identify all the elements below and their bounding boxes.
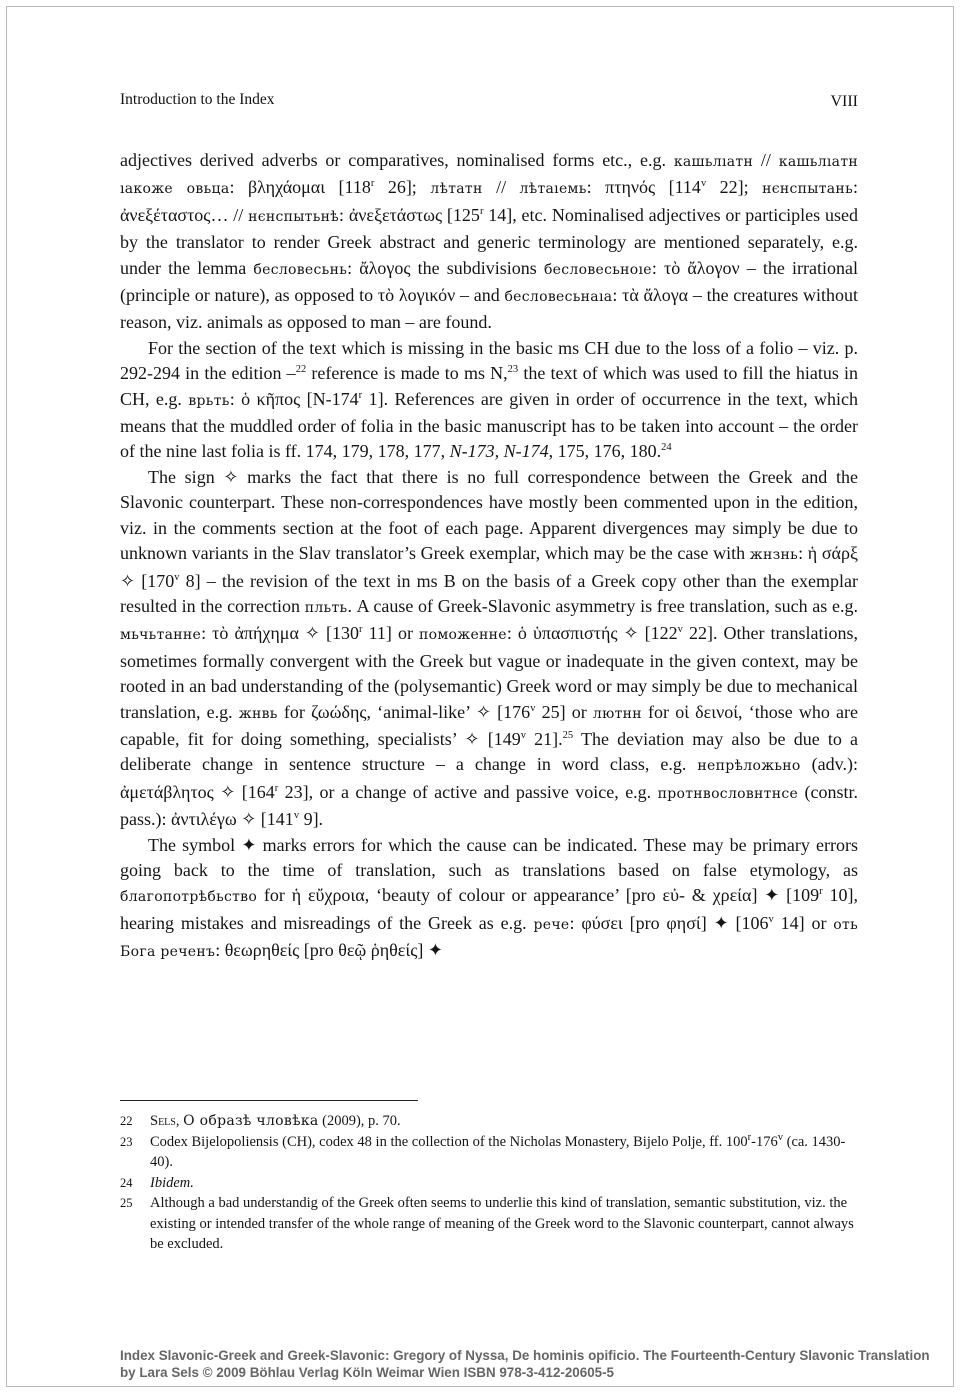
body-text	[120, 148, 858, 966]
page-footer	[120, 1348, 940, 1381]
footnotes	[120, 1111, 858, 1255]
footnote-number: 24	[120, 1175, 133, 1190]
footer-line-2: by Lara Sels © 2009 Böhlau Verlag Köln Weimar Wien ISBN 978-3-412-20605-5	[120, 1364, 615, 1380]
footnote-number: 22	[120, 1114, 133, 1128]
footnote-number: 25	[120, 1196, 133, 1210]
footnote-number: 23	[120, 1134, 133, 1149]
footnote-text: Sels, О образѣ чловѣка (2009), p. 70.	[150, 1113, 401, 1129]
page-number: VIII	[830, 93, 858, 110]
footer-line-1: Index Slavonic-Greek and Greek-Slavonic: Gregory of Nyssa, De hominis opificio. The Fourteenth-Century Slavonic Translation	[120, 1348, 930, 1363]
header-title: Introduction to the Index	[120, 91, 275, 108]
footnote	[120, 1111, 858, 1132]
footnote-text: Ibidem.	[150, 1174, 194, 1191]
paragraph-2: For the section of the text which is missing in the basic ms CH due to the loss of a folio – viz. p. 292-294 in the edition –$^{22}$ reference is made to ms N,$^{23}$ the text of which was used to fill the hiatus in CH, e.g. врьть: ὁ κῆπος [N-174$^r$ 1]. References are given in order of occurrence in the text, which means that the muddled order of folia in the basic manuscript has to be taken into account – the order of the nine last folia is ff. 174, 179, 178, 177, N-173, N-174, 175, 176, 180.24	[120, 337, 859, 462]
page	[6, 6, 954, 1387]
footnote-text: Codex Bijelopoliensis (CH), codex 48 in the collection of the Nicholas Monastery, Bijelo Polje, ff. 100$^r$-176$^v$ (ca. 1430-40).	[150, 1131, 846, 1170]
paragraph-1: adjectives derived adverbs or comparatives, nominalised forms etc., e.g. кашьлıатн // кашьлıатн ıакоже овьца: βληχάομαι [118$^r$ 26]; лѣтатн // лѣтаıемь: πτηνός [114$^v$ 22]; нєнспытань: ἀνεξέταστος… // нєнспытьнѣ: ἀνεξετάστως [125$^r$ 14], etc. Nominalised adjectives or participles used by the translator to render Greek abstract and generic terminology are mentioned separately, e.g. under the lemma бесловесьнь: ἄλογος the subdivisions бесловесьноıе: τὸ ἄλογον – the irrational (principle or nature), as opposed to τὸ λογικόν – and бесловесьнаıа: τὰ ἄλογα – the creatures without reason, viz. animals as opposed to man – are found.	[120, 150, 859, 333]
footnote-text: Although a bad understandig of the Greek often seems to underlie this kind of translation, semantic substitution, viz. the existing or intended transfer of the whole range of meaning of the Greek word to the Slavonic counterpart, cannot always be excluded.	[150, 1195, 854, 1252]
paragraph-4: The symbol ✦ marks errors for which the cause can be indicated. These may be primary errors going back to the time of translation, such as translations based on false etymology, as благопотрѣбьство for ἡ εὔχροια, ‘beauty of colour or appearance’ [pro εὐ- & χρεία] ✦ [109$^r$ 10], hearing mistakes and misreadings of the Greek as e.g. рече: φύσει [pro φησί] ✦ [106$^v$ 14] or оть Бога реченъ: θεωρηθείς [pro θεῷ ῥηθείς] ✦	[120, 834, 858, 961]
footnote	[120, 1193, 858, 1255]
footnote	[120, 1132, 858, 1173]
footnote	[120, 1173, 858, 1194]
paragraph-3: The sign ✧ marks the fact that there is no full correspondence between the Greek and the Slavonic counterpart. These non-correspondences have mostly been commented upon in the edition, viz. in the comments section at the foot of each page. Apparent divergences may simply be due to unknown variants in the Slav translator’s Greek exemplar, which may be the case with жнзнь: ἡ σάρξ ✧ [170$^v$ 8] – the revision of the text in ms B on the basis of a Greek copy other than the exemplar resulted in the correction пльть. A cause of Greek-Slavonic asymmetry is free translation, such as e.g. мьчьтанне: τὸ ἀπήχημα ✧ [130$^r$ 11] or поможенне: ὁ ὑπασπιστής ✧ [122$^v$ 22]. Other translations, sometimes formally convergent with the Greek but vague or inadequate in the given context, may be rooted in an bad understanding of the (polysemantic) Greek word or may simply be due to mechanical translation, e.g. жнвь for ζωώδης, ‘animal-like’ ✧ [176$^v$ 25] or лютнн for οἱ δεινοί, ‘those who are capable, fit for doing something, specialists’ ✧ [149$^v$ 21].$^{25}$ The deviation may also be due to a deliberate change in sentence structure – a change in word class, e.g. непрѣложьно (adv.): ἀμετάβλητος ✧ [164$^r$ 23], or a change of active and passive voice, e.g. протнвословнтнсе (constr. pass.): ἀντιλέγω ✧ [141$^v$ 9].	[120, 466, 859, 830]
footnote-rule	[120, 1100, 418, 1101]
